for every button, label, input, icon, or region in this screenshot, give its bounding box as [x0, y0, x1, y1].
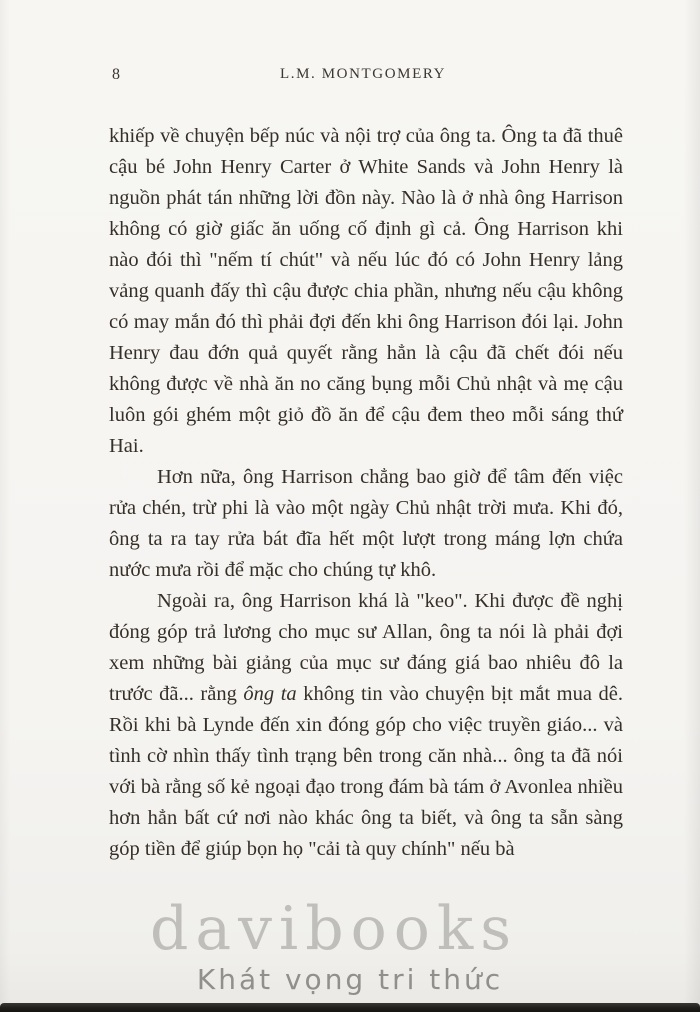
paragraph-2: [109, 462, 623, 586]
paragraph-3-text-after: không tin vào chuyện bịt mắt mua dê. Rồi khi bà Lynde đến xin đóng góp cho việc truyền giáo... và tình cờ nhìn thấy tình trạng bên trong căn nhà... ông ta đã nói với bà rằng số kẻ ngoại đạo trong đám bà tám ở Avonlea nhiều hơn hẳn bất cứ nơi nào khác ông ta biết, và ông ta sẵn sàng góp tiền để giúp bọn họ "cải tà quy chính" nếu bà: [109, 683, 623, 860]
paragraph-1-text: khiếp về chuyện bếp núc và nội trợ của ông ta. Ông ta đã thuê cậu bé John Henry Carter ở White Sands và John Henry là nguồn phát tán những lời đồn này. Nào là ở nhà ông Harrison không có giờ giấc ăn uống cố định gì cả. Ông Harrison khi nào đói thì "nếm tí chút" và nếu lúc đó có John Henry lảng vảng quanh đấy thì cậu được chia phần, nhưng nếu cậu không có may mắn đó thì phải đợi đến khi ông Harrison đói lại. John Henry đau đớn quả quyết rằng hẳn là cậu đã chết đói nếu không được về nhà ăn no căng bụng mỗi Chủ nhật và mẹ cậu luôn gói ghém một giỏ đồ ăn để cậu đem theo mỗi sáng thứ Hai.: [109, 125, 623, 457]
paragraph-1: [109, 121, 623, 462]
watermark-slogan: Khát vọng tri thức: [196, 963, 504, 996]
running-header-author: L.M. MONTGOMERY: [279, 66, 447, 82]
publisher-watermark: [0, 896, 700, 996]
page-header: [110, 66, 616, 88]
scan-bottom-edge: [0, 1003, 700, 1012]
watermark-logo-text: davibooks: [149, 894, 519, 964]
paragraph-3: [109, 586, 623, 865]
page-number: 8: [112, 66, 120, 83]
emphasized-text: ông ta: [243, 683, 297, 705]
paragraph-3-text-before: Ngoài ra, ông Harrison khá là "keo". Khi được đề nghị đóng góp trả lương cho mục sư Allan, ông ta nói là phải đợi xem những bài giảng của mục sư đáng giá bao nhiêu đô la trước đã... rằng: [109, 590, 623, 705]
paragraph-2-text: Hơn nữa, ông Harrison chẳng bao giờ để tâm đến việc rửa chén, trừ phi là vào một ngày Chủ nhật trời mưa. Khi đó, ông ta ra tay rửa bát đĩa hết một lượt trong máng lợn chứa nước mưa rồi để mặc cho chúng tự khô.: [109, 466, 623, 581]
body-text: [109, 121, 623, 865]
